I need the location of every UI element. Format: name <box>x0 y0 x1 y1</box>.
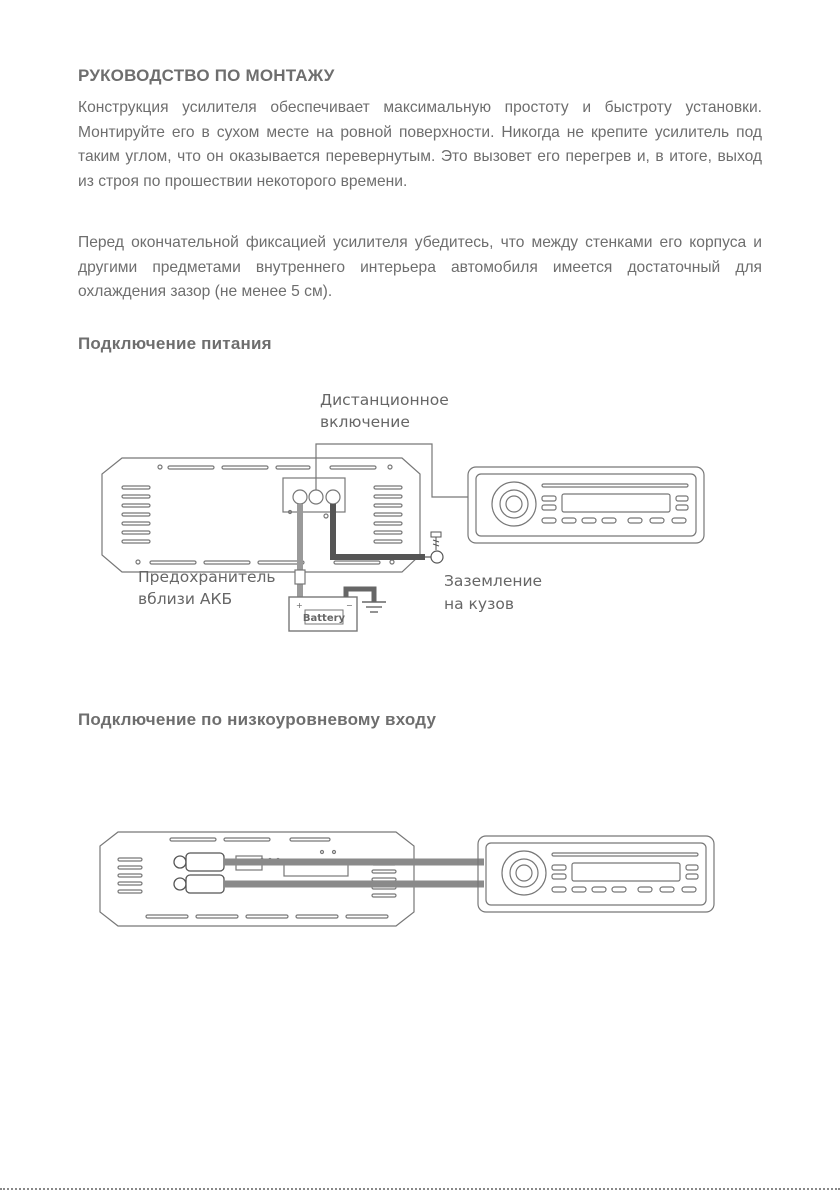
battery-label: Battery <box>302 613 346 624</box>
section-heading-low-level-input: Подключение по низкоуровневому входу <box>78 710 437 729</box>
label-fuse-line2: вблизи АКБ <box>138 590 233 608</box>
bottom-divider <box>0 1188 840 1190</box>
label-fuse-line1: Предохранитель <box>138 568 276 586</box>
head-unit-icon <box>478 836 714 912</box>
paragraph-clearance: Перед окончательной фиксацией усилителя убедитесь, что между стенками его корпуса и другими предметами внутреннего интерьера автомобиля имеется достаточный для охлаждения зазор (не менее 5 см). <box>78 234 762 300</box>
paragraph-mounting: Конструкция усилителя обеспечивает максимальную простоту и быстроту установки. Монтируйте его в сухом месте на ровной поверхности. Никогда не крепите усилитель под таким углом, что он оказывается перевернутым. Это вызовет его перегрев и, в итоге, выход из строя по прошествии некоторого времени. <box>78 99 762 190</box>
label-ground-line2: на кузов <box>444 595 514 613</box>
battery-plus: + <box>296 601 303 610</box>
page-title: РУКОВОДСТВО ПО МОНТАЖУ <box>78 66 335 85</box>
label-ground-line1: Заземление <box>444 572 543 590</box>
rca-plug-icon <box>174 853 224 893</box>
section-heading-power: Подключение питания <box>78 334 272 353</box>
label-remote-line1: Дистанционное <box>320 391 449 409</box>
amplifier-icon <box>100 832 414 926</box>
battery-minus: − <box>346 601 353 610</box>
label-remote-line2: включение <box>320 413 410 431</box>
